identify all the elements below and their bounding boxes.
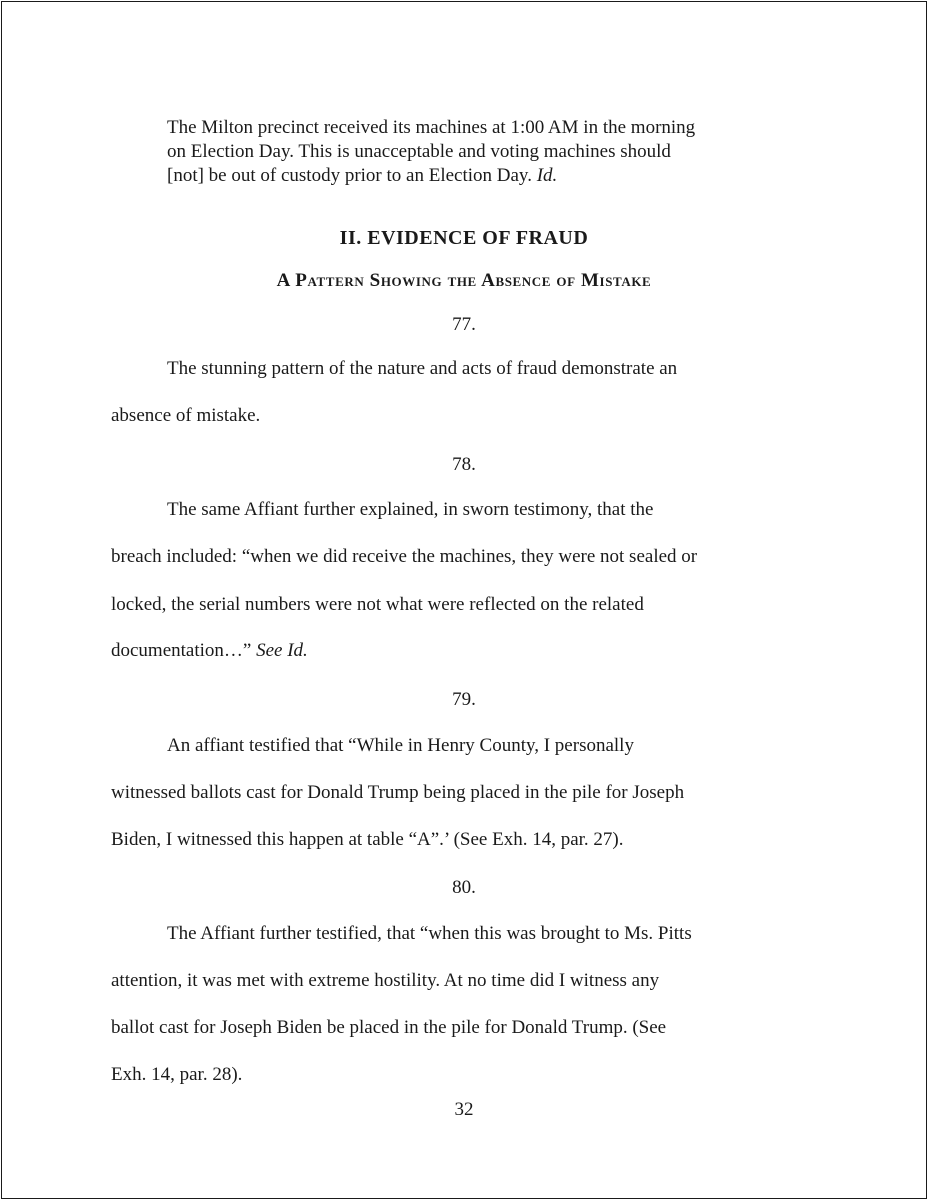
paragraph-80-line: attention, it was met with extreme hostility. At no time did I witness any [111,970,660,991]
page-number: 32 [454,1099,474,1120]
paragraph-79-line: witnessed ballots cast for Donald Trump being placed in the pile for Joseph [111,782,685,803]
document-page [1,1,927,1199]
paragraph-79-line: Biden, I witnessed this happen at table “A”.’ (See Exh. 14, par. 27). [111,829,624,850]
quote-line: The Milton precinct received its machines at 1:00 AM in the morning [167,117,696,138]
paragraph-78-text: documentation…” [111,640,257,661]
paragraph-78-line: breach included: “when we did receive the machines, they were not sealed or [111,546,698,567]
paragraph-80-line: Exh. 14, par. 28). [111,1064,243,1085]
paragraph-80-line: ballot cast for Joseph Biden be placed in the pile for Donald Trump. (See [111,1017,667,1038]
paragraph-78-citation: See Id. [256,640,308,661]
section-heading: II. EVIDENCE OF FRAUD [339,227,589,249]
block-quote [167,116,827,188]
paragraph-80-line: The Affiant further testified, that “when this was brought to Ms. Pitts [167,923,692,944]
quote-text: [not] be out of custody prior to an Election Day. [167,165,537,186]
quote-line [167,164,827,188]
section-subheading: A Pattern Showing the Absence of Mistake [276,270,652,291]
paragraph-78-line: locked, the serial numbers were not what were reflected on the related [111,594,644,615]
paragraph-number-77: 77. [452,314,476,335]
quote-citation: Id. [536,165,558,186]
paragraph-78-line: The same Affiant further explained, in sworn testimony, that the [167,499,654,520]
paragraph-77-line: The stunning pattern of the nature and acts of fraud demonstrate an [167,358,678,379]
paragraph-number-78: 78. [452,454,476,475]
quote-line: on Election Day. This is unacceptable and voting machines should [167,141,671,162]
paragraph-number-79: 79. [452,689,476,710]
paragraph-number-80: 80. [452,877,476,898]
paragraph-77-line: absence of mistake. [111,405,261,426]
paragraph-78-line [111,640,308,662]
paragraph-79-line: An affiant testified that “While in Henry County, I personally [167,735,634,756]
